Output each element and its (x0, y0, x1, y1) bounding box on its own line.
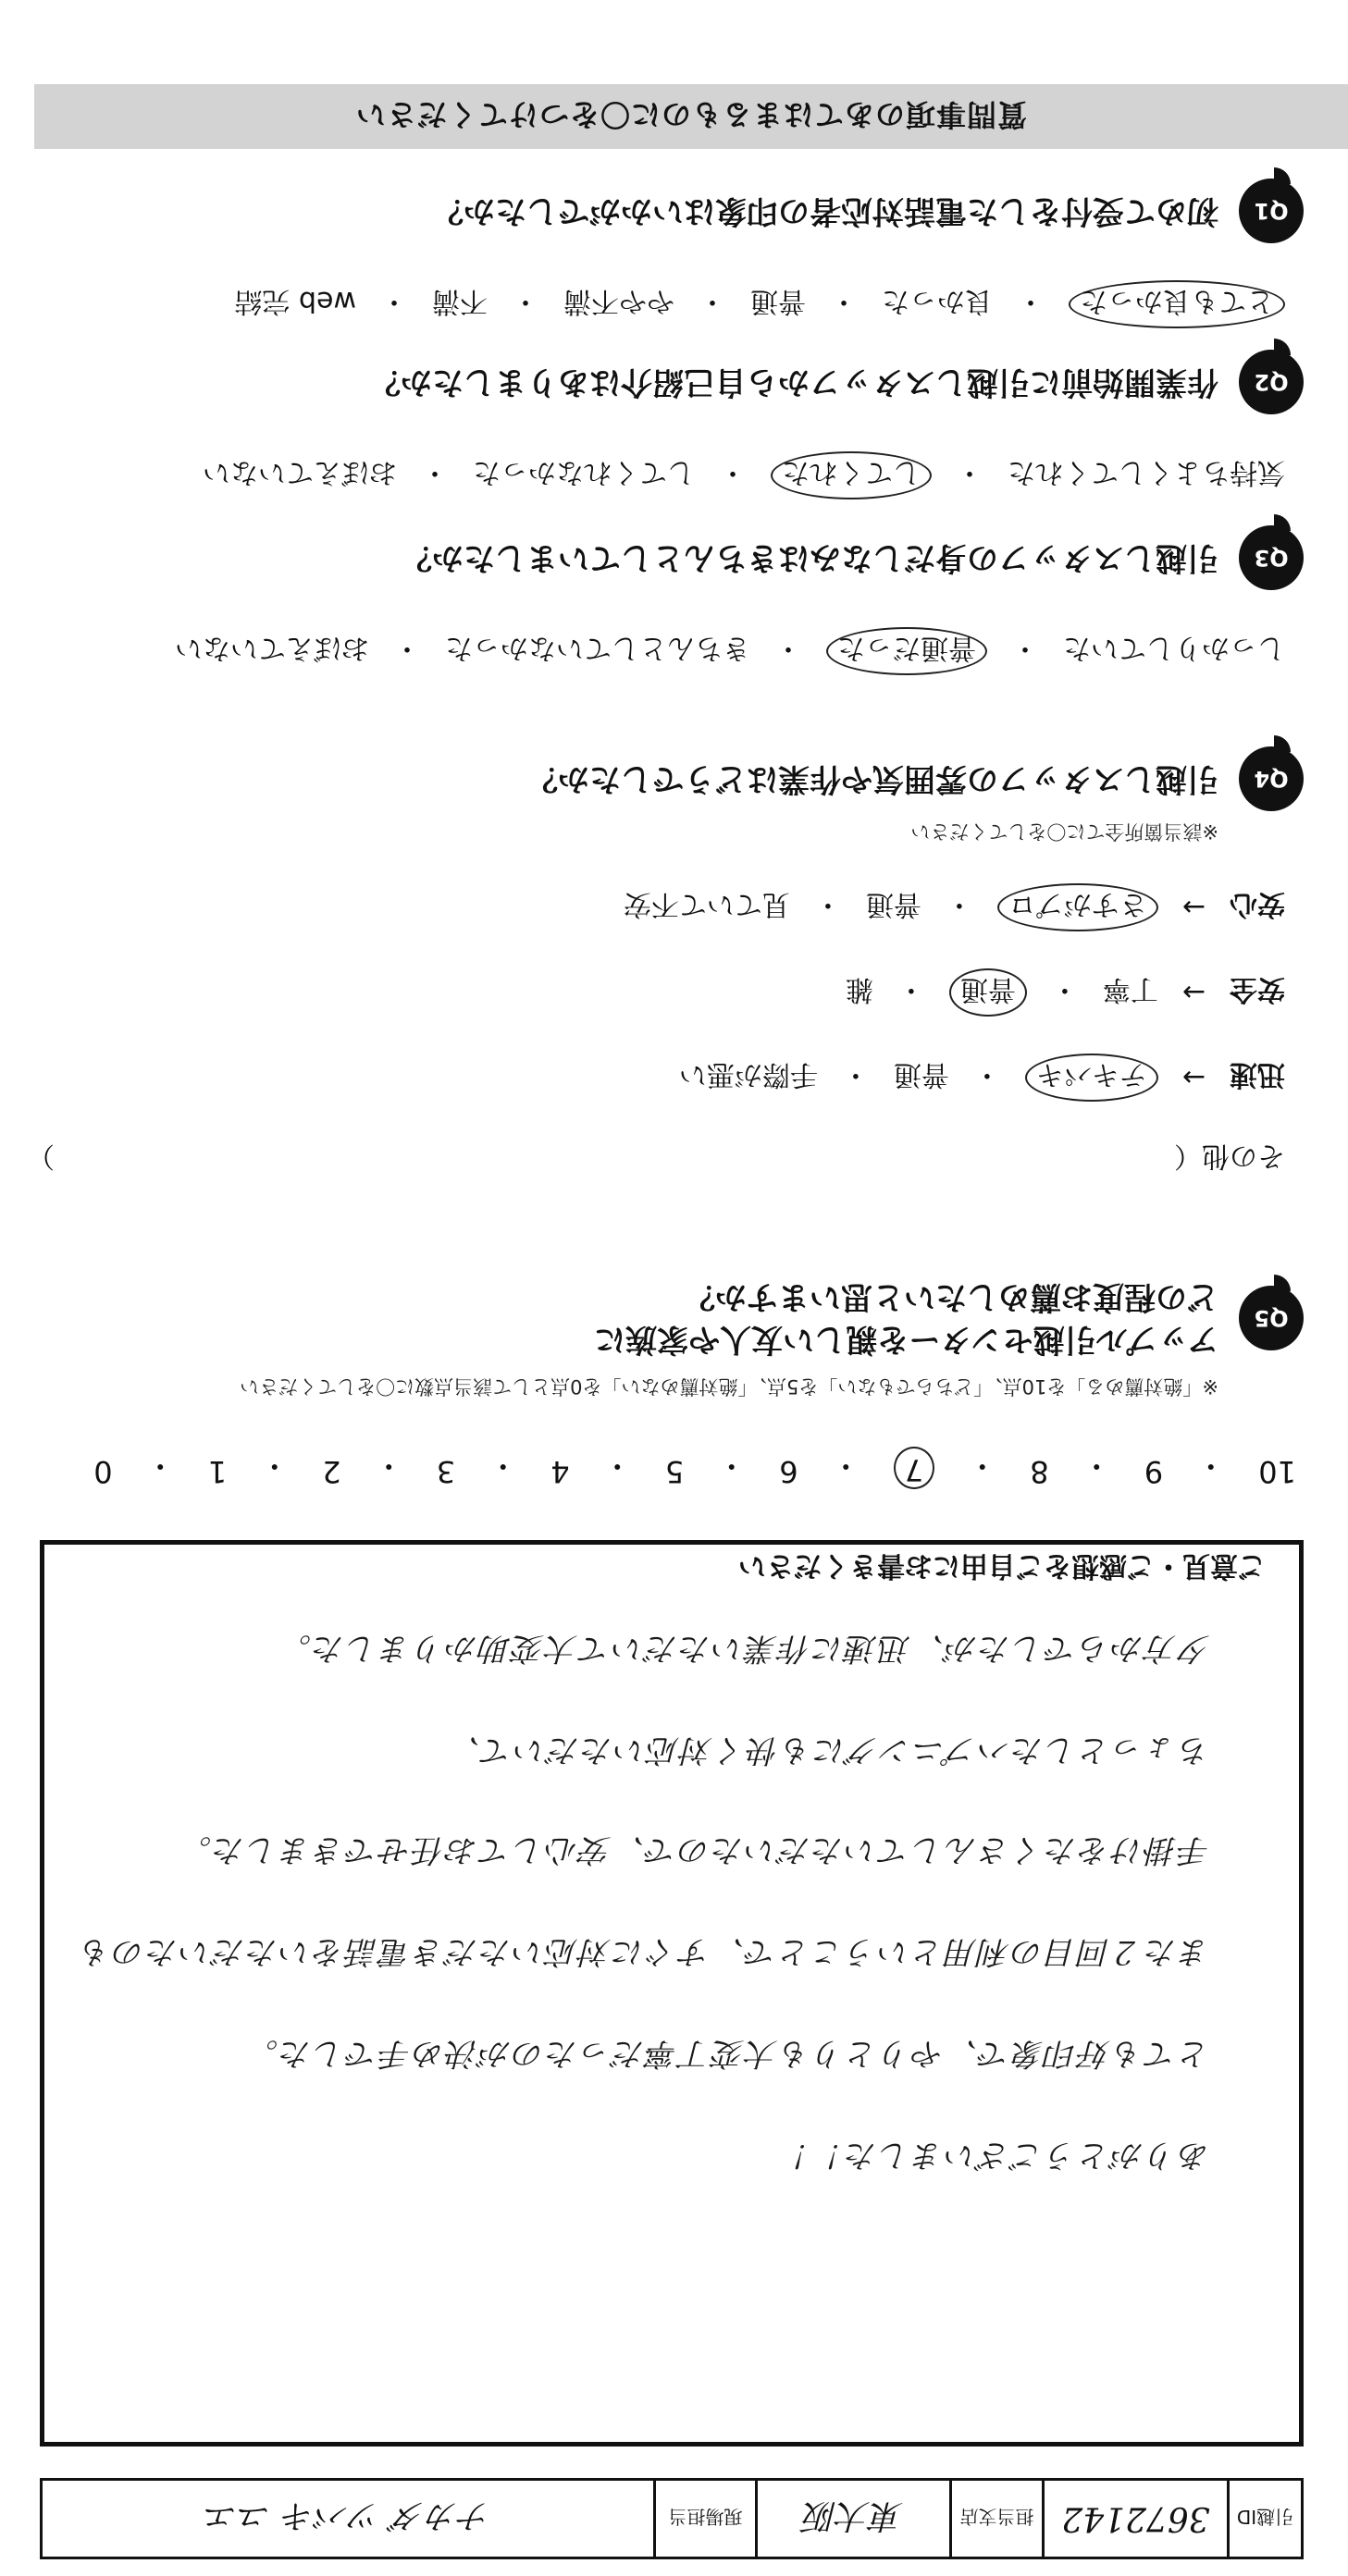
q4-option[interactable]: 手際が悪い (678, 1058, 818, 1091)
scale-4[interactable]: 4 (550, 1454, 570, 1489)
q2-option[interactable]: おぼえていない (203, 456, 397, 488)
id-value: 3672142 (1042, 2481, 1227, 2557)
question-2: 気持ちよくしてくれた ・ してくれた ・ してくれなかった ・ おぼえていない Q2 作業開始前に引越しスタッフから自己紹介はありましたか？ (27, 350, 1304, 499)
branch-label: 担当支店 (949, 2481, 1042, 2557)
comment-line: ありがとうございました！！ (777, 2137, 1210, 2174)
scale-1[interactable]: 1 (207, 1454, 228, 1489)
id-label: 引越ID (1227, 2481, 1301, 2557)
other-close: ） (27, 1140, 55, 1172)
comment-title: ご意見・ご感想をご自由にお書きください (738, 1549, 1266, 1582)
q4-badge: Q4 (1239, 746, 1304, 811)
q2-option[interactable]: してくれなかった (473, 456, 695, 488)
q4-row-label: 安心 (1230, 888, 1285, 920)
q1-option[interactable]: 良かった (882, 285, 993, 317)
q4-option-selected[interactable]: さすがプロ (997, 883, 1158, 931)
comment-line: とても好印象で、やりとりも大変丁寧だったのが決め手でした。 (244, 2035, 1210, 2072)
scale-10[interactable]: 10 (1258, 1454, 1296, 1489)
q3-option[interactable]: おぼえていない (175, 632, 369, 664)
q1-title: 初めて受付をした電話対応者の印象はいかがでしたか？ (432, 192, 1218, 229)
comment-line: 夕方からでしたが、迅速に作業いただいて大変助かりました。 (278, 1630, 1210, 1667)
q5-note: ※「絶対薦める」を10点、「どちらでもない」を5点、「絶対薦めない」を0点として該当点数に〇をしてください (240, 1375, 1218, 1398)
q4-row-label: 迅速 (1230, 1058, 1285, 1091)
branch-value: 東大阪 (755, 2481, 949, 2557)
q1-option[interactable]: web 完結 (234, 285, 356, 317)
leader-value: ナカダ ツバキ ユエ (204, 2496, 491, 2535)
leader-label: 現場担当 (653, 2481, 755, 2557)
q4-note: ※該当箇所全てに〇をしてください (910, 820, 1218, 843)
comment-box (40, 1540, 1304, 2447)
q3-option[interactable]: しっかりしていた (1063, 632, 1285, 664)
q1-option[interactable]: 不満 (432, 285, 488, 317)
q4-option[interactable]: 雑 (845, 973, 873, 1005)
q1-option-selected[interactable]: とても良かった (1069, 280, 1285, 328)
scale-7-selected[interactable]: 7 (894, 1447, 934, 1489)
q4-option[interactable]: 普通 (893, 1058, 949, 1091)
q5-title-line2: どの程度お薦めしたいと思いますか？ (684, 1278, 1218, 1315)
q4-option[interactable]: 丁寧 (1102, 973, 1158, 1005)
recommend-scale: 10 ・ 9 ・ 8 ・ 7 ・ 6 ・ 5 ・ 4 ・ 3 ・ 2 ・ 1 ・ 0 (93, 1448, 1296, 1489)
q4-option[interactable]: 普通 (865, 888, 921, 920)
instruction-banner: 質問事項のあてはまるものに〇をつけてください (34, 84, 1348, 149)
scale-2[interactable]: 2 (322, 1454, 341, 1489)
q4-option-selected[interactable]: テキパキ (1025, 1054, 1158, 1102)
q4-option-selected[interactable]: 普通 (949, 968, 1027, 1017)
q4-option[interactable]: 見ていて不安 (623, 888, 790, 920)
scale-0[interactable]: 0 (93, 1454, 113, 1489)
header-table (40, 2478, 1304, 2559)
q1-badge: Q1 (1239, 179, 1304, 243)
scale-6[interactable]: 6 (779, 1454, 798, 1489)
question-3: しっかりしていた ・ 普通だった ・ きちんとしていなかった ・ おぼえていない Q3 引越しスタッフの身だしなみはきちんとしていましたか？ (27, 525, 1304, 675)
q3-option[interactable]: きちんとしていなかった (445, 632, 750, 664)
q5-badge: Q5 (1239, 1286, 1304, 1350)
scale-3[interactable]: 3 (436, 1454, 456, 1489)
comment-line: ちょっとしたハプニングにも快く対応いただいて、 (447, 1732, 1210, 1769)
scale-5[interactable]: 5 (664, 1454, 685, 1489)
q1-option[interactable]: 普通 (750, 285, 806, 317)
q5-title-line1: アップル引越センターを親しい友人や家族に (594, 1321, 1218, 1358)
scale-8[interactable]: 8 (1030, 1454, 1049, 1489)
q3-title: 引越しスタッフの身だしなみはきちんとしていましたか？ (401, 539, 1218, 576)
question-4: その他（ ） 迅速 → テキパキ ・ 普通 ・ 手際が悪い 安全 → 丁寧 ・ 普通 ・ 雑 安心 → さすがプロ ・ 普通 ・ 見ていて不安 ※該当箇所全てに〇をしてください Q4 引越しスタッフの雰囲気や作業はどうでしたか？ (27, 746, 1304, 1179)
scale-9[interactable]: 9 (1144, 1454, 1164, 1489)
q1-option[interactable]: やや不満 (563, 285, 674, 317)
question-5 (27, 1276, 1304, 1401)
q2-option[interactable]: 気持ちよくしてくれた (1008, 456, 1285, 488)
other-label: その他（ (1174, 1140, 1285, 1172)
question-1: とても良かった ・ 良かった ・ 普通 ・ やや不満 ・ 不満 ・ web 完結 Q1 初めて受付をした電話対応者の印象はいかがでしたか？ (27, 179, 1304, 328)
q4-title: 引越しスタッフの雰囲気や作業はどうでしたか？ (526, 760, 1218, 797)
q2-option-selected[interactable]: してくれた (771, 451, 932, 499)
comment-line: 手掛けをたくさんしていただいたので、安心してお任せできました。 (178, 1831, 1210, 1868)
q2-badge: Q2 (1239, 350, 1304, 414)
q2-title: 作業開始前に引越しスタッフから自己紹介はありましたか？ (369, 364, 1218, 401)
q3-option-selected[interactable]: 普通だった (826, 627, 987, 675)
q3-badge: Q3 (1239, 525, 1304, 590)
q4-row-label: 安全 (1230, 973, 1285, 1005)
comment-line: また２回目の利用ということで、すぐに対応いただき電話をいただいたのも (78, 1933, 1210, 1970)
